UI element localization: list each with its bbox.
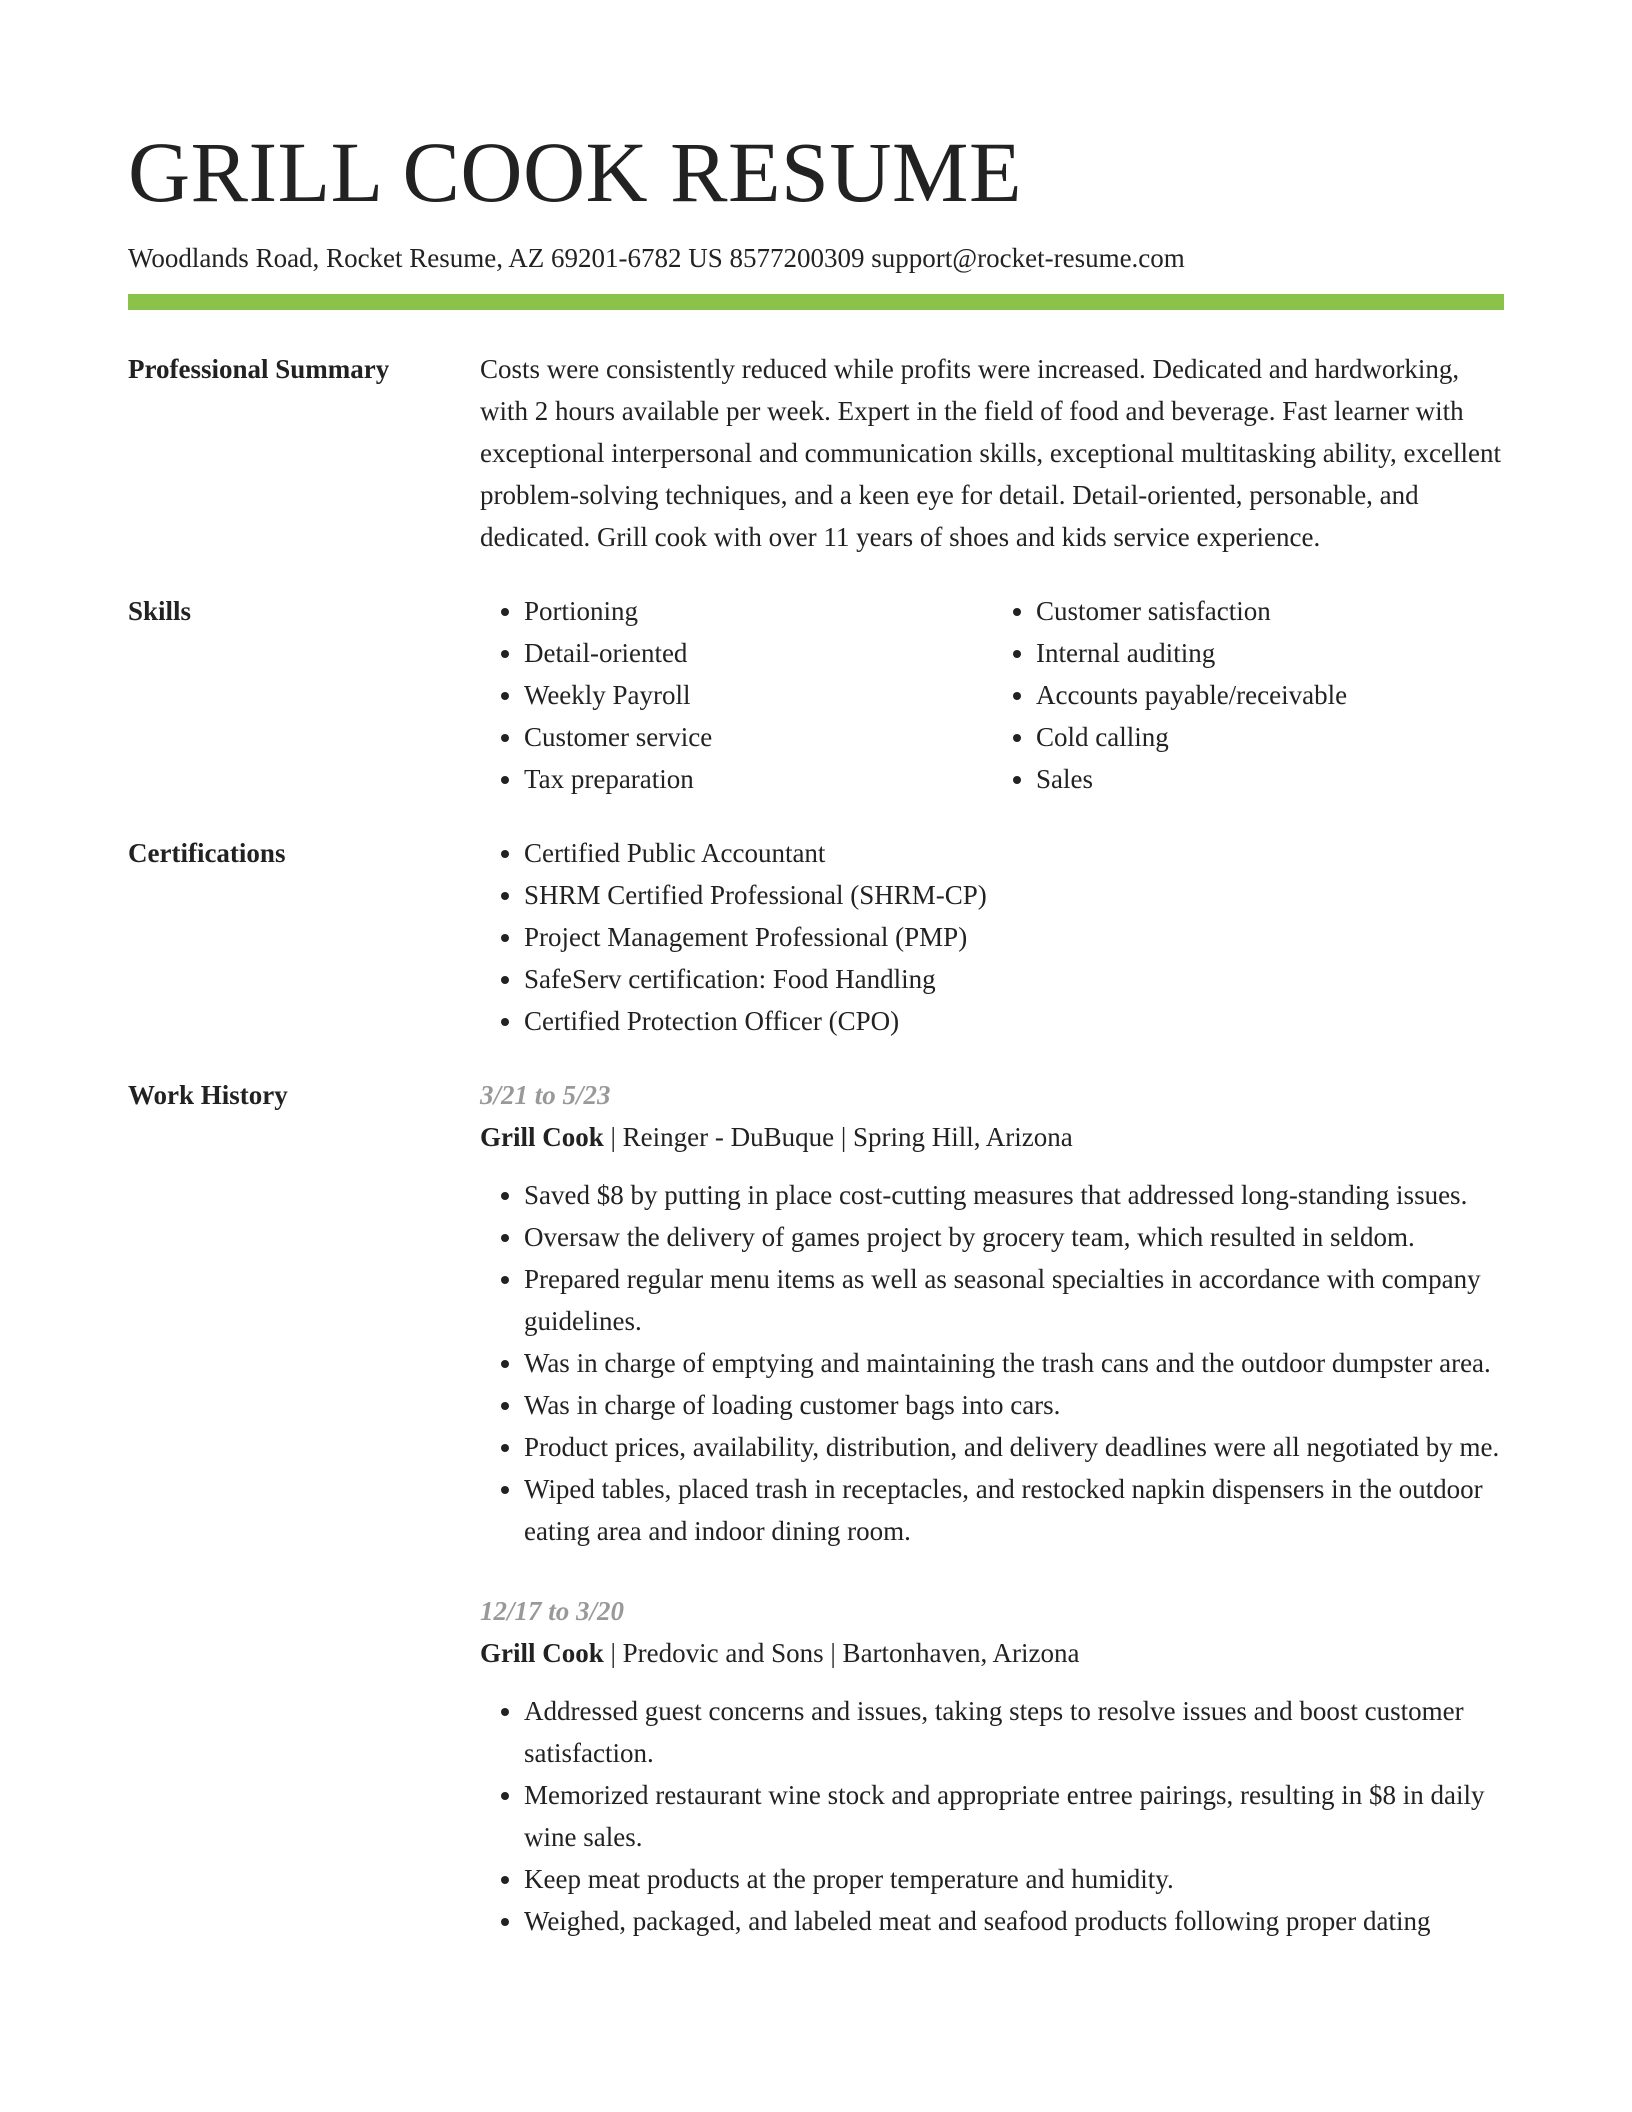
- skill-item: • Detail-oriented: [524, 632, 992, 674]
- job-bullet: • Product prices, availability, distribution, and delivery deadlines were all negotiated by me.: [524, 1426, 1504, 1468]
- job-employer-location: | Predovic and Sons | Bartonhaven, Arizona: [603, 1638, 1080, 1668]
- job-title: Grill Cook: [480, 1638, 604, 1668]
- job-title: Grill Cook: [480, 1122, 604, 1152]
- skill-item: • Cold calling: [1036, 716, 1504, 758]
- job-bullet: • Was in charge of loading customer bags into cars.: [524, 1384, 1504, 1426]
- certification-item: • Certified Protection Officer (CPO): [524, 1000, 1504, 1042]
- job-bullets: [480, 1174, 1504, 1552]
- job-bullet: • Saved $8 by putting in place cost-cutting measures that addressed long-standing issues.: [524, 1174, 1504, 1216]
- job-bullet: • Was in charge of emptying and maintaining the trash cans and the outdoor dumpster area.: [524, 1342, 1504, 1384]
- skill-item: • Accounts payable/receivable: [1036, 674, 1504, 716]
- skill-item: • Customer service: [524, 716, 992, 758]
- job-dates: 3/21 to 5/23: [480, 1080, 611, 1110]
- skills-list-column-1: [480, 590, 992, 800]
- certifications-list: [480, 832, 1504, 1042]
- certification-item: • Certified Public Accountant: [524, 832, 1504, 874]
- section-skills: [128, 590, 1504, 800]
- job-entry: [480, 1074, 1504, 1552]
- certification-item: • SafeServ certification: Food Handling: [524, 958, 1504, 1000]
- job-bullet: • Memorized restaurant wine stock and appropriate entree pairings, resulting in $8 in daily wine sales.: [524, 1774, 1504, 1858]
- job-entry: [480, 1590, 1504, 1942]
- skill-item: • Portioning: [524, 590, 992, 632]
- job-dates: 12/17 to 3/20: [480, 1596, 625, 1626]
- accent-divider: [128, 294, 1504, 310]
- job-heading: [480, 1632, 1504, 1674]
- contact-line: Woodlands Road, Rocket Resume, AZ 69201-6782 US 8577200309 support@rocket-resume.com: [128, 243, 1185, 273]
- section-label-summary: Professional Summary: [128, 354, 390, 384]
- skill-item: • Tax preparation: [524, 758, 992, 800]
- resume-content: [128, 348, 1504, 2012]
- certification-item: • SHRM Certified Professional (SHRM-CP): [524, 874, 1504, 916]
- job-bullet: • Prepared regular menu items as well as seasonal specialties in accordance with company guidelines.: [524, 1258, 1504, 1342]
- section-certifications: [128, 832, 1504, 1042]
- job-employer-location: | Reinger - DuBuque | Spring Hill, Arizona: [603, 1122, 1073, 1152]
- resume-header: [128, 112, 1504, 310]
- certification-item: • Project Management Professional (PMP): [524, 916, 1504, 958]
- job-heading: [480, 1116, 1504, 1158]
- section-work-history: [128, 1074, 1504, 1980]
- section-label-skills: Skills: [128, 596, 192, 626]
- skill-item: • Internal auditing: [1036, 632, 1504, 674]
- skill-item: • Weekly Payroll: [524, 674, 992, 716]
- skill-item: • Sales: [1036, 758, 1504, 800]
- skills-list-column-2: [992, 590, 1504, 800]
- summary-text: Costs were consistently reduced while profits were increased. Dedicated and hardworking, with 2 hours available per week. Expert in the field of food and beverage. Fast learner with exceptional interpersonal and communication skills, exceptional multitasking ability, excellent problem-solving techniques, and a keen eye for detail. Detail-oriented, personable, and dedicated. Grill cook with over 11 years of shoes and kids service experience.: [480, 354, 1501, 552]
- section-label-certifications: Certifications: [128, 838, 286, 868]
- skill-item: • Customer satisfaction: [1036, 590, 1504, 632]
- resume-title: GRILL COOK RESUME: [128, 124, 1022, 220]
- job-bullet: • Wiped tables, placed trash in receptacles, and restocked napkin dispensers in the outdoor eating area and indoor dining room.: [524, 1468, 1504, 1552]
- section-label-work-history: Work History: [128, 1080, 288, 1110]
- job-bullets: [480, 1690, 1504, 1942]
- job-bullet: • Oversaw the delivery of games project by grocery team, which resulted in seldom.: [524, 1216, 1504, 1258]
- job-bullet: • Addressed guest concerns and issues, taking steps to resolve issues and boost customer satisfaction.: [524, 1690, 1504, 1774]
- job-bullet: • Keep meat products at the proper temperature and humidity.: [524, 1858, 1504, 1900]
- section-professional-summary: [128, 348, 1504, 558]
- job-bullet: • Weighed, packaged, and labeled meat and seafood products following proper dating: [524, 1900, 1504, 1942]
